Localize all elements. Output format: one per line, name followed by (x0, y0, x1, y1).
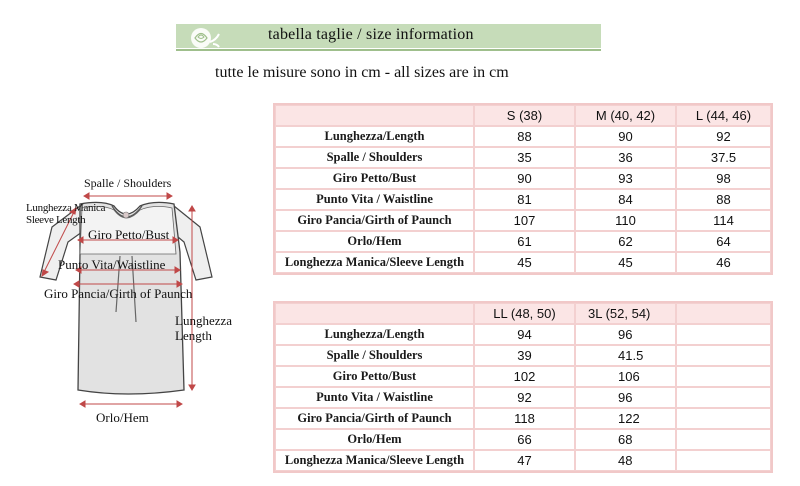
value-cell: 106 (575, 366, 676, 387)
row-label: Punto Vita / Waistline (275, 387, 474, 408)
value-cell: 118 (474, 408, 575, 429)
value-cell: 88 (676, 189, 771, 210)
size-table-1 (273, 103, 773, 275)
label-length-line1: Lunghezza (175, 313, 233, 328)
value-cell: 102 (474, 366, 575, 387)
row-label: Lunghezza/Length (275, 324, 474, 345)
page-title: tabella taglie / size information (268, 26, 474, 43)
value-cell: 36 (575, 147, 676, 168)
table-row (275, 231, 771, 252)
header-cell: LL (48, 50) (474, 303, 575, 324)
value-cell: 122 (575, 408, 676, 429)
value-cell: 48 (575, 450, 676, 471)
header-cell: 3L (52, 54) (575, 303, 676, 324)
table-row (275, 168, 771, 189)
row-label: Giro Petto/Bust (275, 168, 474, 189)
label-waist: Punto Vita/Waistline (58, 257, 166, 272)
value-cell: 47 (474, 450, 575, 471)
header-cell (275, 303, 474, 324)
value-cell (676, 429, 771, 450)
row-label: Longhezza Manica/Sleeve Length (275, 450, 474, 471)
table-row (275, 210, 771, 231)
label-length (175, 313, 232, 343)
table-row (275, 324, 771, 345)
value-cell: 90 (474, 168, 575, 189)
value-cell: 68 (575, 429, 676, 450)
banner-rule (176, 49, 601, 51)
value-cell: 61 (474, 231, 575, 252)
value-cell: 64 (676, 231, 771, 252)
value-cell (676, 450, 771, 471)
value-cell: 46 (676, 252, 771, 273)
table-row (275, 126, 771, 147)
value-cell: 37.5 (676, 147, 771, 168)
table-row (275, 450, 771, 471)
value-cell: 66 (474, 429, 575, 450)
label-paunch: Giro Pancia/Girth of Paunch (44, 286, 193, 301)
value-cell: 98 (676, 168, 771, 189)
rose-icon (183, 24, 223, 52)
row-label: Orlo/Hem (275, 429, 474, 450)
value-cell: 39 (474, 345, 575, 366)
value-cell: 107 (474, 210, 575, 231)
row-label: Giro Petto/Bust (275, 366, 474, 387)
table-row (275, 189, 771, 210)
header-cell (676, 303, 771, 324)
value-cell: 90 (575, 126, 676, 147)
table-row (275, 147, 771, 168)
row-label: Longhezza Manica/Sleeve Length (275, 252, 474, 273)
value-cell: 114 (676, 210, 771, 231)
page-subtitle: tutte le misure sono in cm - all sizes are in cm (215, 64, 509, 81)
table-row (275, 345, 771, 366)
value-cell: 35 (474, 147, 575, 168)
header-cell: M (40, 42) (575, 105, 676, 126)
header-cell: L (44, 46) (676, 105, 771, 126)
value-cell: 92 (676, 126, 771, 147)
value-cell: 45 (474, 252, 575, 273)
value-cell: 93 (575, 168, 676, 189)
label-shoulders: Spalle / Shoulders (84, 176, 172, 190)
table-row (275, 408, 771, 429)
row-label: Giro Pancia/Girth of Paunch (275, 408, 474, 429)
row-label: Spalle / Shoulders (275, 147, 474, 168)
value-cell: 41.5 (575, 345, 676, 366)
value-cell (676, 366, 771, 387)
value-cell: 94 (474, 324, 575, 345)
value-cell: 88 (474, 126, 575, 147)
value-cell: 81 (474, 189, 575, 210)
value-cell: 110 (575, 210, 676, 231)
row-label: Spalle / Shoulders (275, 345, 474, 366)
value-cell (676, 345, 771, 366)
value-cell: 96 (575, 387, 676, 408)
row-label: Giro Pancia/Girth of Paunch (275, 210, 474, 231)
table-header-row (275, 303, 771, 324)
row-label: Orlo/Hem (275, 231, 474, 252)
value-cell: 84 (575, 189, 676, 210)
label-length-line2: Length (175, 328, 212, 343)
value-cell: 96 (575, 324, 676, 345)
value-cell: 62 (575, 231, 676, 252)
size-table-2 (273, 301, 773, 473)
table-row (275, 429, 771, 450)
label-sleeve-line1: Lunghezza Manica (26, 202, 106, 214)
label-hem: Orlo/Hem (96, 410, 149, 425)
value-cell: 45 (575, 252, 676, 273)
value-cell (676, 408, 771, 429)
header-cell: S (38) (474, 105, 575, 126)
header-cell (275, 105, 474, 126)
value-cell (676, 324, 771, 345)
row-label: Lunghezza/Length (275, 126, 474, 147)
row-label: Punto Vita / Waistline (275, 189, 474, 210)
table-row (275, 366, 771, 387)
table-header-row (275, 105, 771, 126)
value-cell (676, 387, 771, 408)
label-sleeve-length (26, 202, 105, 226)
table-row (275, 252, 771, 273)
value-cell: 92 (474, 387, 575, 408)
label-bust: Giro Petto/Bust (88, 227, 170, 242)
label-sleeve-line2: Sleeve Length (26, 214, 86, 226)
table-row (275, 387, 771, 408)
garment-diagram (22, 172, 252, 432)
